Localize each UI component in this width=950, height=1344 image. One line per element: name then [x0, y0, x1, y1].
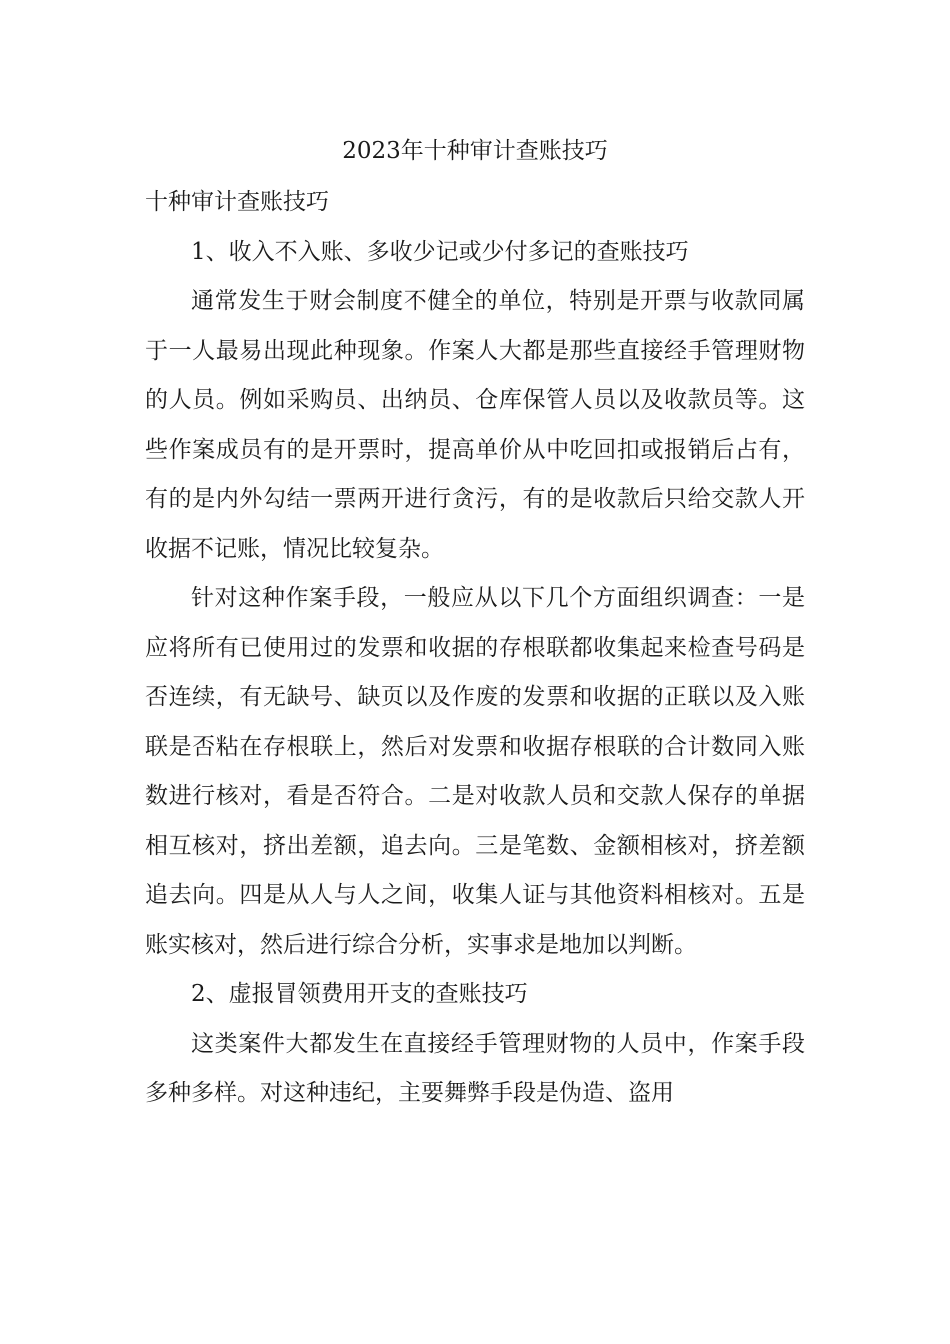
section-heading-1: 1、收入不入账、多收少记或少付多记的查账技巧 [191, 238, 689, 265]
paragraph-1: 通常发生于财会制度不健全的单位，特别是开票与收款同属于一人最易出现此种现象。作案人大都是那些直接经手管理财物的人员。例如采购员、出纳员、仓库保管人员以及收款员等。这些作案成员有的是开票时，提高单价从中吃回扣或报销后占有，有的是内外勾结一票两开进行贪污，有的是收款后只给交款人开收据不记账，情况比较复杂。 [145, 288, 805, 562]
paragraph-3: 这类案件大都发生在直接经手管理财物的人员中，作案手段多种多样。对这种违纪，主要舞弊手段是伪造、盗用 [145, 1030, 805, 1106]
document-title: 2023年十种审计查账技巧 [342, 138, 608, 164]
paragraph-2: 针对这种作案手段，一般应从以下几个方面组织调查：一是应将所有已使用过的发票和收据的存根联都收集起来检查号码是否连续，有无缺号、缺页以及作废的发票和收据的正联以及入账联是否粘在存根联上，然后对发票和收据存根联的合计数同入账数进行核对，看是否符合。二是对收款人员和交款人保存的单据相互核对，挤出差额，追去向。三是笔数、金额相核对，挤差额追去向。四是从人与人之间，收集人证与其他资料相核对。五是账实核对，然后进行综合分析，实事求是地加以判断。 [145, 585, 805, 958]
document-subtitle: 十种审计查账技巧 [145, 189, 329, 215]
section-heading-2: 2、虚报冒领费用开支的查账技巧 [191, 981, 528, 1007]
document-page [145, 128, 805, 1119]
